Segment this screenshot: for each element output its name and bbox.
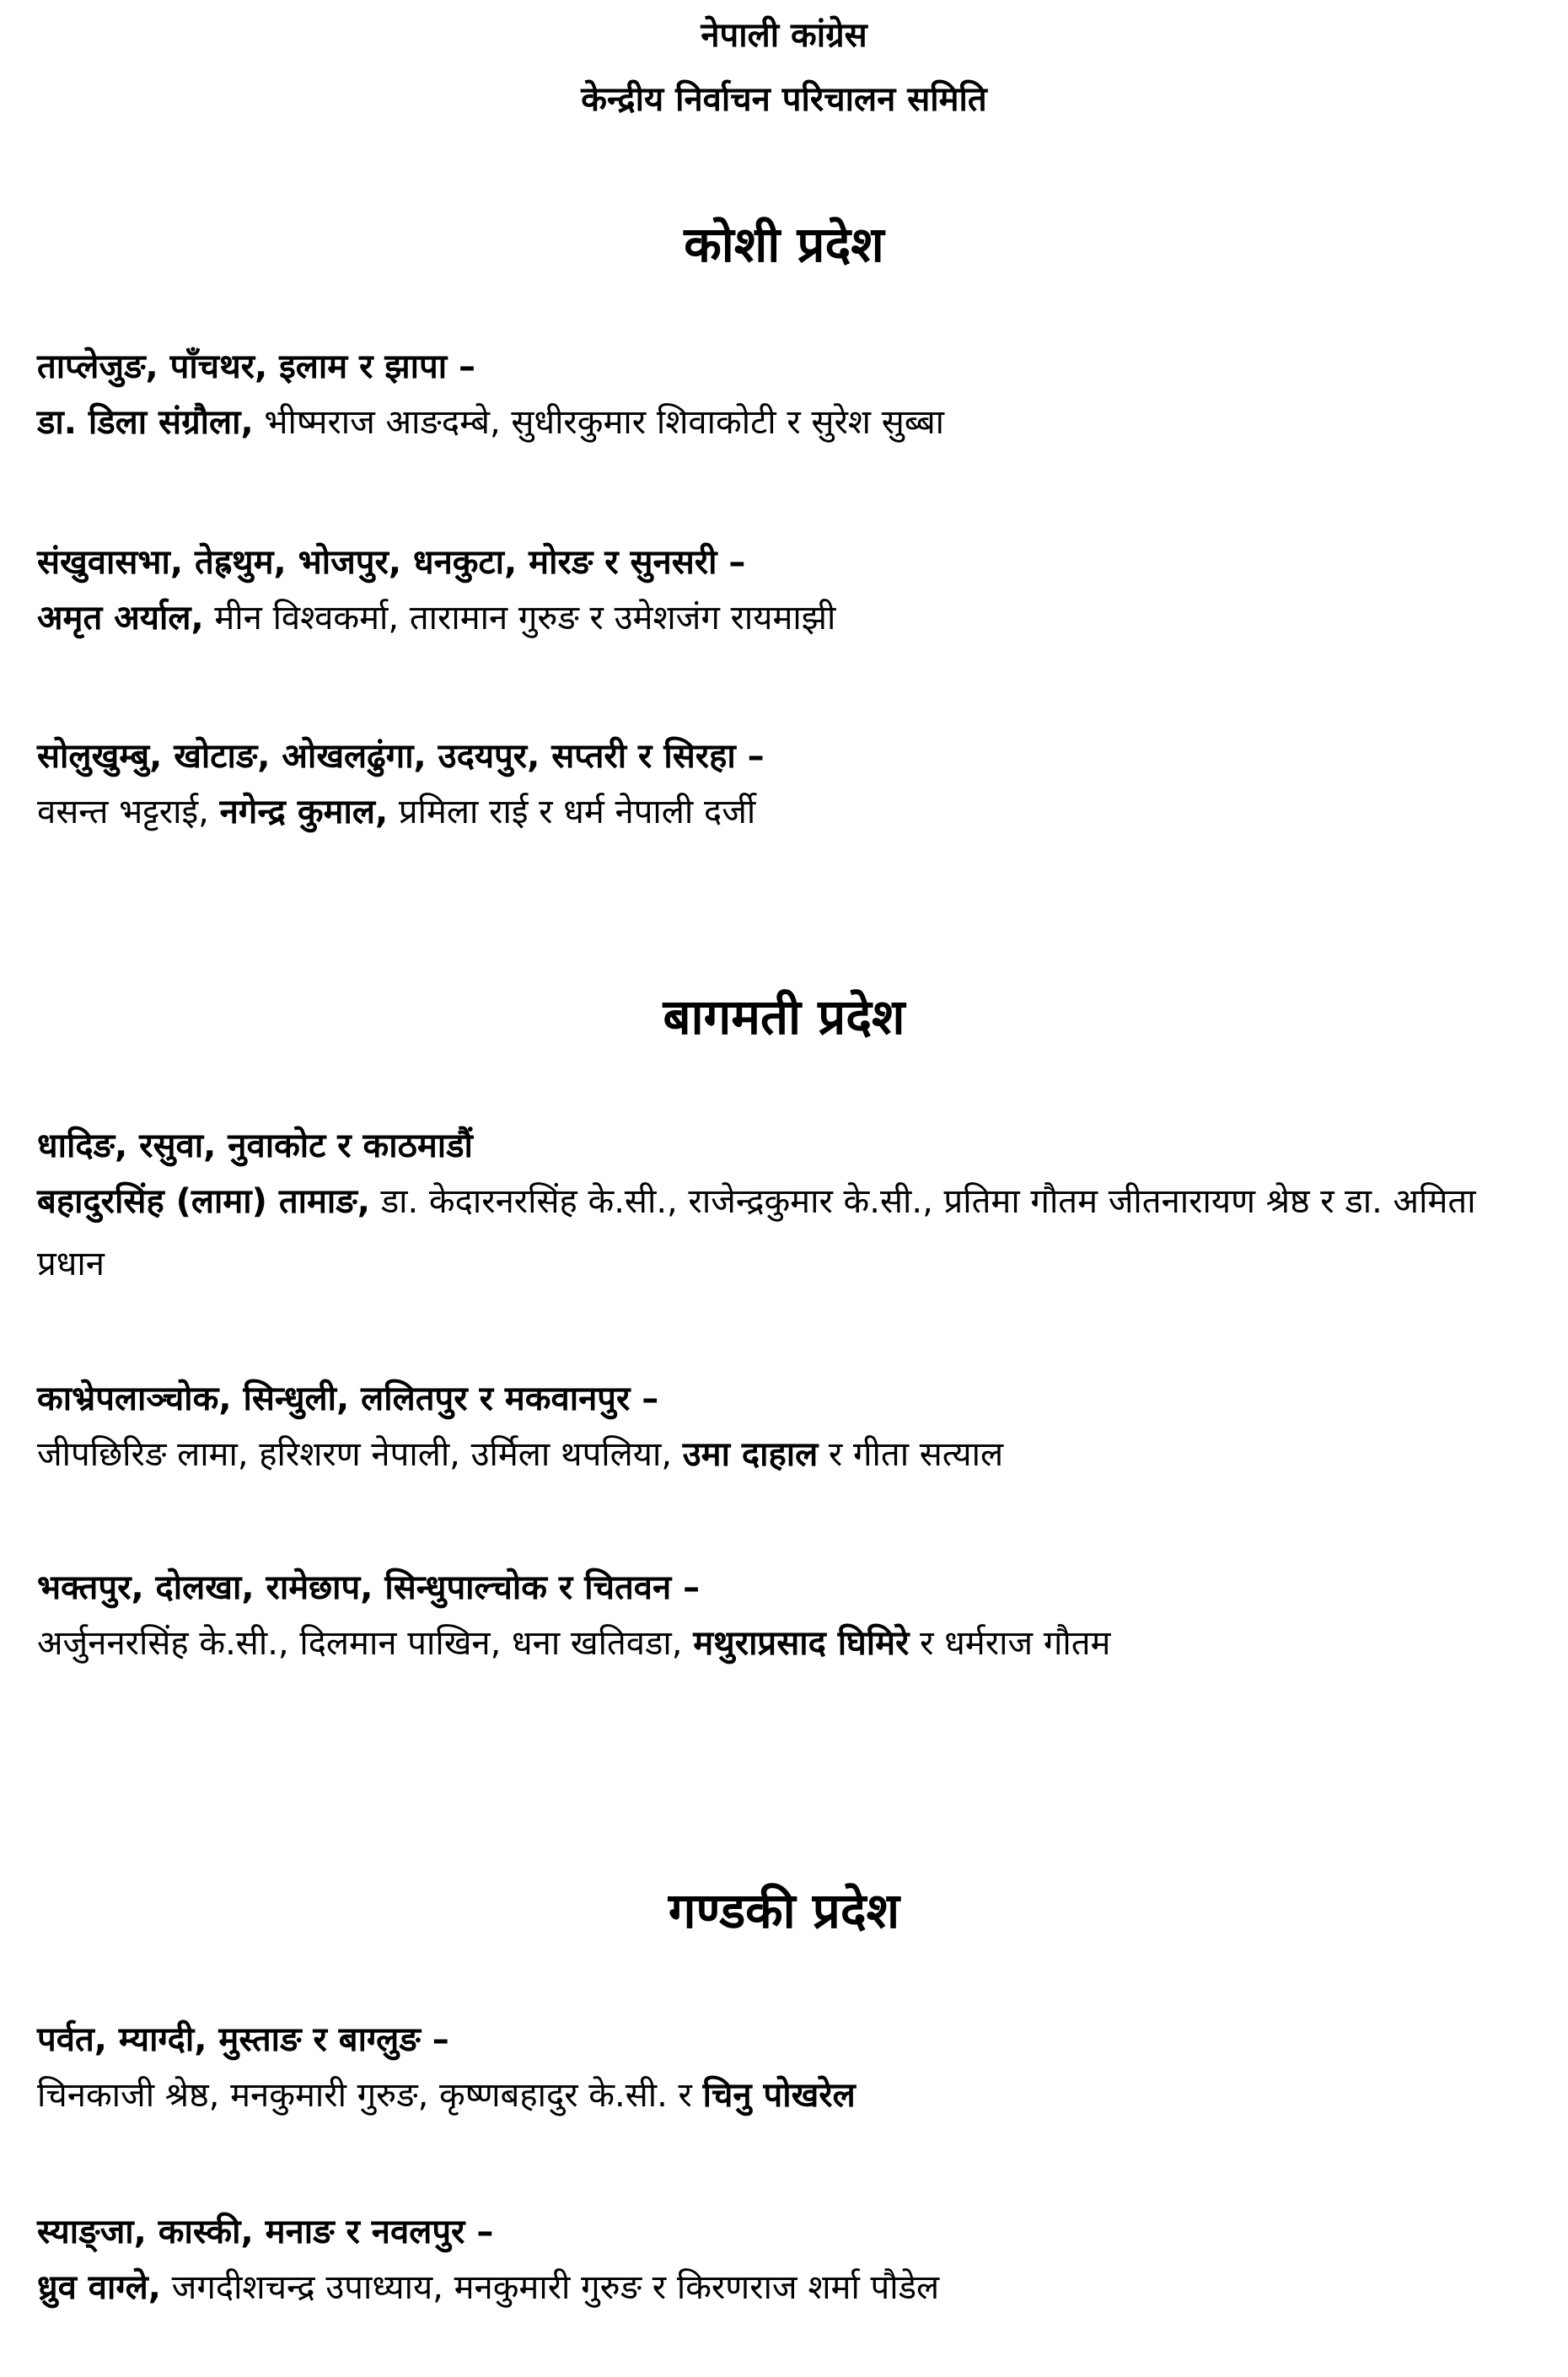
org-name: नेपाली कांग्रेस [701, 16, 867, 55]
member-list [37, 781, 1546, 843]
member-name-bold: अमृत अर्याल, [37, 599, 204, 637]
member-names: जीपछिरिङ लामा, हरिशरण नेपाली, उर्मिला थपलिया, [37, 1435, 683, 1474]
member-list [37, 2256, 1546, 2319]
member-name-bold: उमा दाहाल [682, 1435, 819, 1474]
member-name-bold: मथुराप्रसाद घिमिरे [693, 1624, 910, 1663]
member-names: भीष्मराज आङदम्बे, सुधीरकुमार शिवाकोटी र सुरेश सुब्बा [253, 403, 945, 442]
district-group [37, 2208, 1546, 2319]
member-name-bold: चिनु पोखरेल [702, 2076, 856, 2115]
member-list [37, 1170, 1546, 1295]
district-group [37, 342, 1546, 454]
district-list: संखुवासभा, तेह्रथुम, भोजपुर, धनकुटा, मोरङ र सुनसरी – [37, 543, 746, 582]
member-names: चिनकाजी श्रेष्ठ, मनकुमारी गुरुङ, कृष्णबहादुर के.सी. र [37, 2076, 703, 2115]
district-list: काभ्रेपलाञ्चोक, सिन्धुली, ललितपुर र मकवानपुर – [37, 1379, 659, 1418]
district-group [37, 538, 1546, 649]
committee-name: केन्द्रीय निर्वाचन परिचालन समिति [581, 80, 987, 119]
member-names: डा. केदारनरसिंह के.सी., राजेन्द्रकुमार के.सी., प्रतिमा गौतम जीतनारायण श्रेष्ठ र डा. अमिता प्रधान [37, 1182, 1476, 1283]
member-list [37, 587, 1546, 649]
district-group [37, 1563, 1546, 1675]
district-group [37, 1121, 1546, 1295]
member-list [37, 1423, 1546, 1486]
section-title: गण्डकी प्रदेश [668, 1882, 900, 1939]
district-list: भक्तपुर, दोलखा, रामेछाप, सिन्धुपाल्चोक र चितवन – [37, 1568, 701, 1607]
district-list: सोलुखुम्बु, खोटाङ, ओखलढुंगा, उदयपुर, सप्तरी र सिरहा – [37, 737, 765, 776]
member-name-bold: डा. डिला संग्रौला, [37, 403, 254, 442]
district-list: पर्वत, म्याग्दी, मुस्ताङ र बाग्लुङ – [37, 2020, 449, 2059]
section-title: कोशी प्रदेश [684, 216, 884, 273]
member-name-bold: बहादुरसिंह (लामा) तामाङ, [37, 1182, 370, 1221]
district-group [37, 2015, 1546, 2127]
member-list [37, 1612, 1546, 1675]
district-group [37, 1374, 1546, 1486]
district-list: धादिङ, रसुवा, नुवाकोट र काठमाडौं [37, 1127, 473, 1165]
member-name-bold: ध्रुव वाग्ले, [37, 2268, 161, 2307]
district-list: स्याङ्जा, कास्की, मनाङ र नवलपुर – [37, 2213, 494, 2251]
member-names: जगदीशचन्द्र उपाध्याय, मनकुमारी गुरुङ र किरणराज शर्मा पौडेल [160, 2268, 940, 2307]
district-list: ताप्लेजुङ, पाँचथर, इलाम र झापा – [37, 347, 475, 386]
district-group [37, 732, 1546, 843]
member-name-bold: नगेन्द्र कुमाल, [219, 793, 389, 831]
member-names: मीन विश्वकर्मा, तारामान गुरुङ र उमेशजंग रायमाझी [203, 599, 836, 637]
member-names: अर्जुननरसिंह के.सी., दिलमान पाखिन, धना खतिवडा, [37, 1624, 694, 1663]
section-title: बागमती प्रदेश [663, 988, 905, 1046]
member-names: र गीता सत्याल [818, 1435, 1004, 1474]
member-list [37, 2064, 1546, 2127]
member-list [37, 391, 1546, 454]
member-names: र धर्मराज गौतम [909, 1624, 1111, 1663]
member-names: प्रमिला राई र धर्म नेपाली दर्जी [388, 793, 756, 831]
member-names: वसन्त भट्टराई, [37, 793, 220, 831]
